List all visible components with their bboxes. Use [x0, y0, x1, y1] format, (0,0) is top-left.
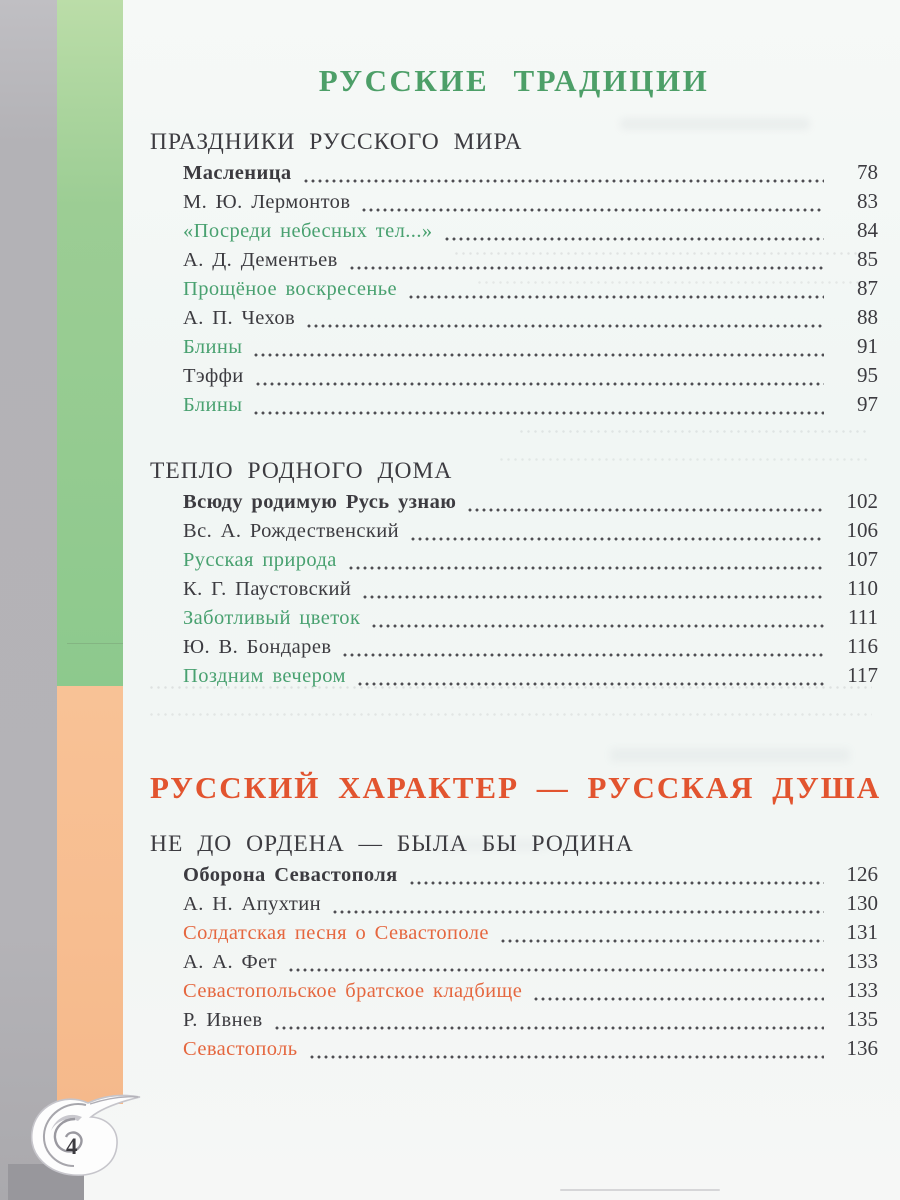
group-title: РУССКИЙ ХАРАКТЕР — РУССКАЯ ДУША — [150, 770, 882, 805]
toc-entry-label: Русская природа — [183, 549, 337, 571]
toc-entry — [183, 634, 878, 663]
toc-entry — [183, 576, 878, 605]
dot-leader — [304, 179, 824, 183]
dot-leader — [468, 508, 824, 512]
toc-entry-label: А. Д. Дементьев — [183, 249, 338, 271]
toc-entry — [183, 920, 878, 949]
toc-entry — [183, 949, 878, 978]
toc-entries — [150, 489, 878, 692]
page-number-ornament — [22, 1090, 144, 1180]
toc-entry-label: Блины — [183, 394, 243, 416]
toc-group — [150, 768, 882, 1065]
dot-leader — [310, 1055, 825, 1059]
toc-group — [150, 62, 878, 692]
toc-entry-label: А. Н. Апухтин — [183, 893, 321, 915]
toc-entry-label: Солдатская песня о Севастополе — [183, 922, 489, 944]
toc-entry — [183, 605, 878, 634]
toc-page-number: 107 — [846, 547, 878, 571]
toc-page-number: 106 — [846, 518, 878, 542]
orange-accent-bar — [57, 686, 123, 1104]
toc-entry-label: А. П. Чехов — [183, 307, 296, 329]
toc-page-number: 85 — [857, 247, 878, 271]
dot-leader — [289, 968, 824, 972]
toc-entry-label: Блины — [183, 336, 243, 358]
toc-entry-label: Оборона Севастополя — [183, 864, 398, 886]
toc-entry-label: «Посреди небесных тел...» — [183, 220, 433, 242]
toc-page-number: 133 — [846, 978, 878, 1002]
toc-entry — [183, 518, 878, 547]
toc-page-number: 110 — [847, 576, 878, 600]
dot-leader — [409, 295, 824, 299]
toc-page-number: 116 — [847, 634, 878, 658]
toc-entry — [183, 189, 878, 218]
toc-entry — [183, 334, 878, 363]
dot-leader — [410, 881, 824, 885]
dot-leader — [350, 266, 824, 270]
toc-entry — [183, 218, 878, 247]
toc-entry-label: Ю. В. Бондарев — [183, 636, 332, 658]
toc-page-number: 84 — [857, 218, 878, 242]
toc-entry-label: Вс. А. Рождественский — [183, 520, 399, 542]
dot-leader — [254, 411, 824, 415]
toc-entry-label: Поздним вечером — [183, 665, 346, 687]
toc-entry — [183, 891, 878, 920]
dot-leader — [411, 537, 824, 541]
toc-entry-label: Севастопольское братское кладбище — [183, 980, 523, 1002]
toc-subsection — [150, 457, 878, 692]
dot-leader — [333, 910, 824, 914]
table-of-contents — [150, 0, 882, 1065]
toc-subsection — [150, 830, 878, 1065]
group-title: РУССКИЕ ТРАДИЦИИ — [318, 63, 710, 98]
toc-page-number: 95 — [857, 363, 878, 387]
toc-entry-label: Масленица — [183, 162, 292, 184]
dot-leader — [256, 382, 824, 386]
toc-entry — [183, 489, 878, 518]
toc-entry-label: Тэффи — [183, 365, 244, 387]
toc-subsection — [150, 128, 878, 421]
subsection-heading: НЕ ДО ОРДЕНА — БЫЛА БЫ РОДИНА — [150, 831, 634, 857]
dot-leader — [372, 624, 824, 628]
dot-leader — [275, 1026, 824, 1030]
toc-entry — [183, 1036, 878, 1065]
dot-leader — [363, 595, 824, 599]
toc-entries — [150, 862, 878, 1065]
toc-page-number: 83 — [857, 189, 878, 213]
toc-entry — [183, 160, 878, 189]
scan-line-artifact — [560, 1189, 720, 1191]
toc-entry-label: Всюду родимую Русь узнаю — [183, 491, 457, 513]
toc-page-number: 97 — [857, 392, 878, 416]
toc-page-number: 78 — [857, 160, 878, 184]
dot-leader — [349, 566, 824, 570]
toc-entry-label: А. А. Фет — [183, 951, 277, 973]
toc-page-number: 131 — [846, 920, 878, 944]
toc-entry — [183, 392, 878, 421]
dot-leader — [501, 939, 824, 943]
dot-leader — [254, 353, 824, 357]
toc-page-number: 117 — [847, 663, 878, 687]
toc-page-number: 91 — [857, 334, 878, 358]
toc-entries — [150, 160, 878, 421]
toc-entry — [183, 247, 878, 276]
dot-leader — [445, 237, 825, 241]
dot-leader — [343, 653, 824, 657]
toc-entry — [183, 663, 878, 692]
toc-page-number: 111 — [848, 605, 878, 629]
dot-leader — [534, 997, 824, 1001]
toc-page-number: 126 — [846, 862, 878, 886]
subsection-heading: ПРАЗДНИКИ РУССКОГО МИРА — [150, 129, 523, 155]
toc-entry-label: Прощёное воскресенье — [183, 278, 397, 300]
dot-leader — [362, 208, 824, 212]
toc-entry-label: Р. Ивнев — [183, 1009, 263, 1031]
toc-page-number: 87 — [857, 276, 878, 300]
toc-entry-label: Севастополь — [183, 1038, 298, 1060]
toc-page-number: 102 — [846, 489, 878, 513]
toc-entry-label: К. Г. Паустовский — [183, 578, 352, 600]
toc-entry — [183, 363, 878, 392]
toc-page-number: 88 — [857, 305, 878, 329]
toc-entry-label: Заботливый цветок — [183, 607, 361, 629]
toc-entry-label: М. Ю. Лермонтов — [183, 191, 351, 213]
toc-page-number: 133 — [846, 949, 878, 973]
green-accent-bar — [57, 0, 123, 686]
toc-entry — [183, 547, 878, 576]
toc-entry — [183, 978, 878, 1007]
toc-page-number: 136 — [846, 1036, 878, 1060]
toc-page-number: 135 — [846, 1007, 878, 1031]
dot-leader — [358, 682, 824, 686]
toc-entry — [183, 862, 878, 891]
toc-entry — [183, 1007, 878, 1036]
toc-entry — [183, 305, 878, 334]
folio-number: 4 — [66, 1134, 78, 1159]
scan-scratch-artifact — [67, 643, 123, 644]
dot-leader — [307, 324, 824, 328]
book-edge-background — [0, 0, 57, 1200]
toc-entry — [183, 276, 878, 305]
toc-page-number: 130 — [846, 891, 878, 915]
subsection-heading: ТЕПЛО РОДНОГО ДОМА — [150, 458, 453, 484]
swirl-ornament-icon — [22, 1090, 144, 1180]
